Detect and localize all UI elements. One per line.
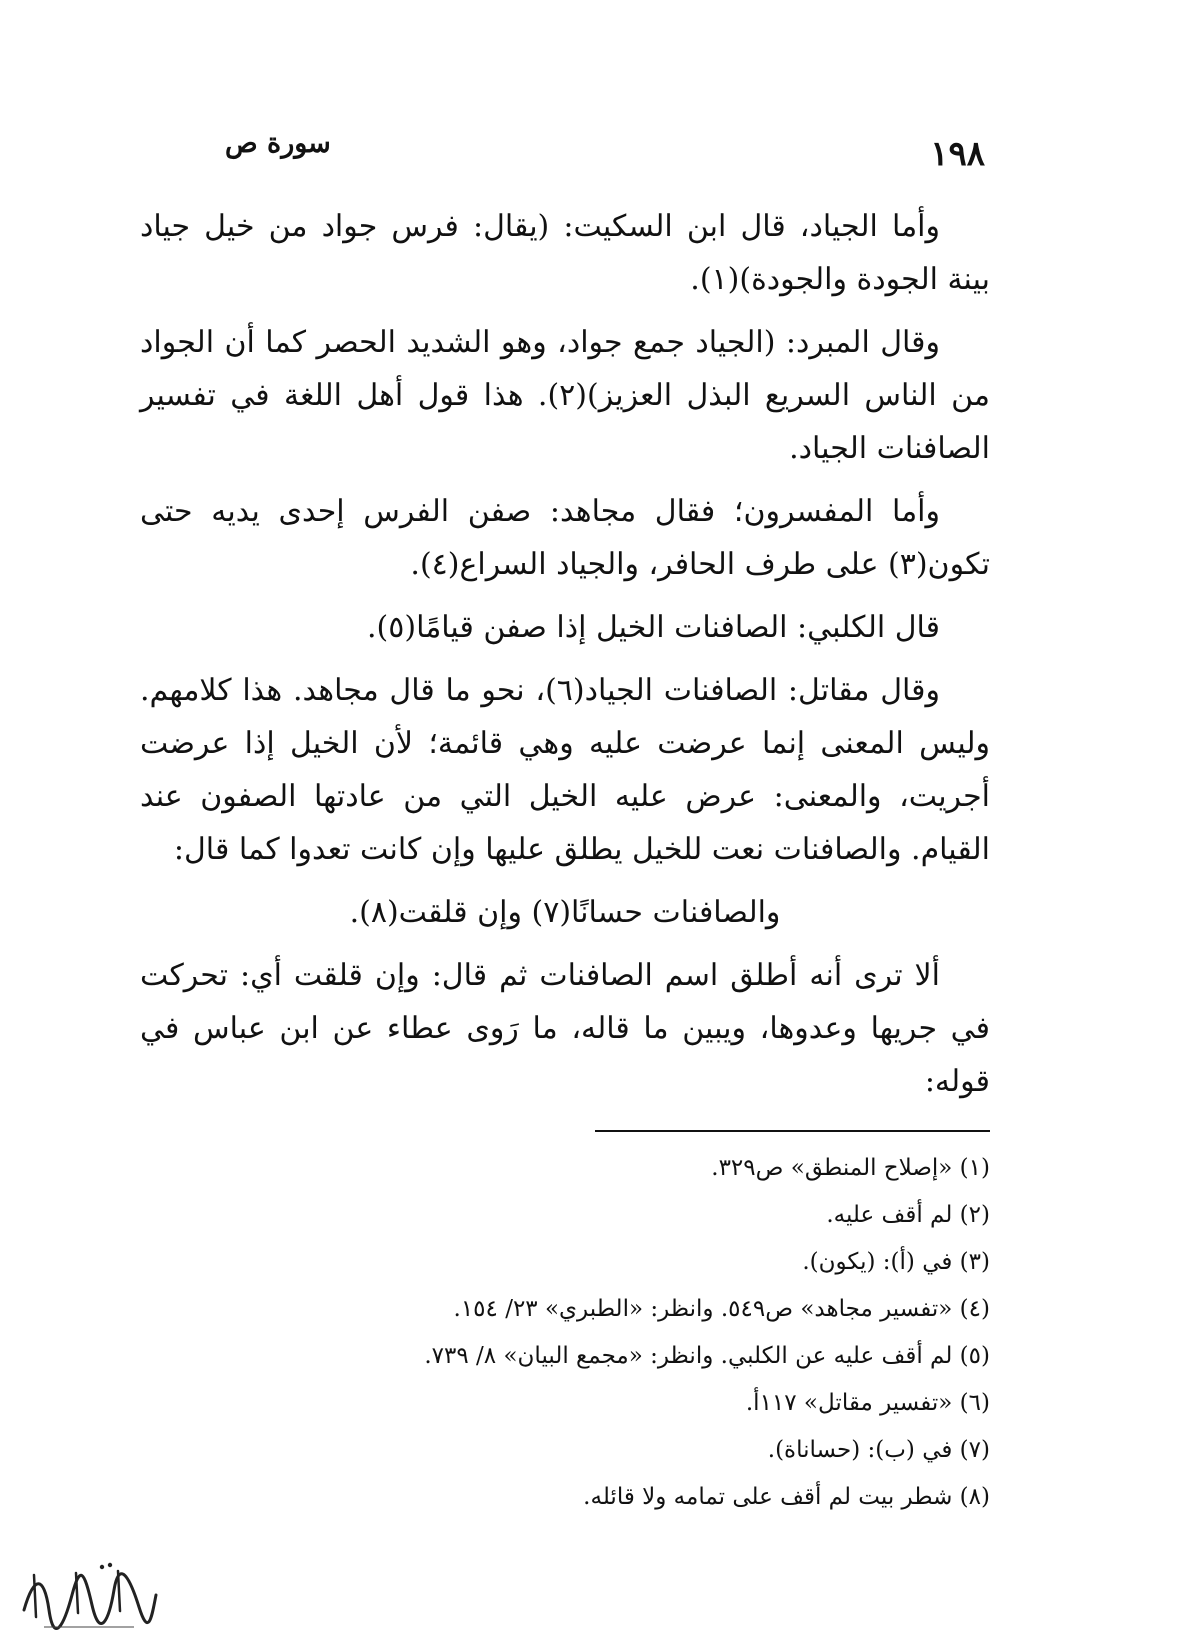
footnote: (٢) لم أقف عليه. [826, 1202, 990, 1228]
body-text [140, 200, 990, 1118]
footnote: (٥) لم أقف عليه عن الكلبي. وانظر: «مجمع البيان» ٨/ ٧٣٩. [424, 1343, 990, 1369]
footnote: (١) «إصلاح المنطق» ص٣٢٩. [711, 1155, 990, 1181]
running-title: سورة ص [225, 128, 331, 159]
page-header [225, 128, 985, 178]
footnotes-list [300, 1145, 990, 1521]
footnote: (٨) شطر بيت لم أقف على تمامه ولا قائله. [583, 1484, 990, 1510]
paragraph: وقال المبرد: (الجياد جمع جواد، وهو الشديد الحصر كما أن الجواد من الناس السريع البذل العزيز)(٢). هذا قول أهل اللغة في تفسير الصافنات الجياد. [140, 325, 990, 466]
footnote: (٦) «تفسير مقاتل» ١١٧أ. [745, 1390, 990, 1416]
paragraph: وقال مقاتل: الصافنات الجياد(٦)، نحو ما قال مجاهد. هذا كلامهم. وليس المعنى إنما عرضت عليه وهي قائمة؛ لأن الخيل إذا عرضت أجريت، والمعنى: عرض عليه الخيل التي من عادتها الصفون عند القيام. والصافنات نعت للخيل يطلق عليها وإن كانت تعدوا كما قال: [140, 673, 990, 867]
paragraph: وأما المفسرون؛ فقال مجاهد: صفن الفرس إحدى يديه حتى تكون(٣) على طرف الحافر، والجياد السراع(٤). [140, 494, 990, 582]
paragraph: قال الكلبي: الصافنات الخيل إذا صفن قيامًا(٥). [367, 610, 940, 645]
paragraph: ألا ترى أنه أطلق اسم الصافنات ثم قال: وإن قلقت أي: تحركت في جريها وعدوها، ويبين ما قاله، ما رَوى عطاء عن ابن عباس في قوله: [140, 958, 990, 1099]
paragraph: وأما الجياد، قال ابن السكيت: (يقال: فرس جواد من خيل جياد بينة الجودة والجودة)(١). [140, 209, 990, 297]
page-number: ١٩٨ [930, 134, 985, 174]
footnote: (٣) في (أ): (يكون). [802, 1249, 990, 1275]
footnote: (٤) «تفسير مجاهد» ص٥٤٩. وانظر: «الطبري» ٢٣/ ١٥٤. [453, 1296, 990, 1322]
poem-line: والصافنات حسانًا(٧) وإن قلقت(٨). [349, 895, 781, 930]
footnote-divider [595, 1130, 990, 1132]
calligraphy-logo-icon [14, 1555, 164, 1635]
footnote: (٧) في (ب): (حساناة). [767, 1437, 990, 1463]
